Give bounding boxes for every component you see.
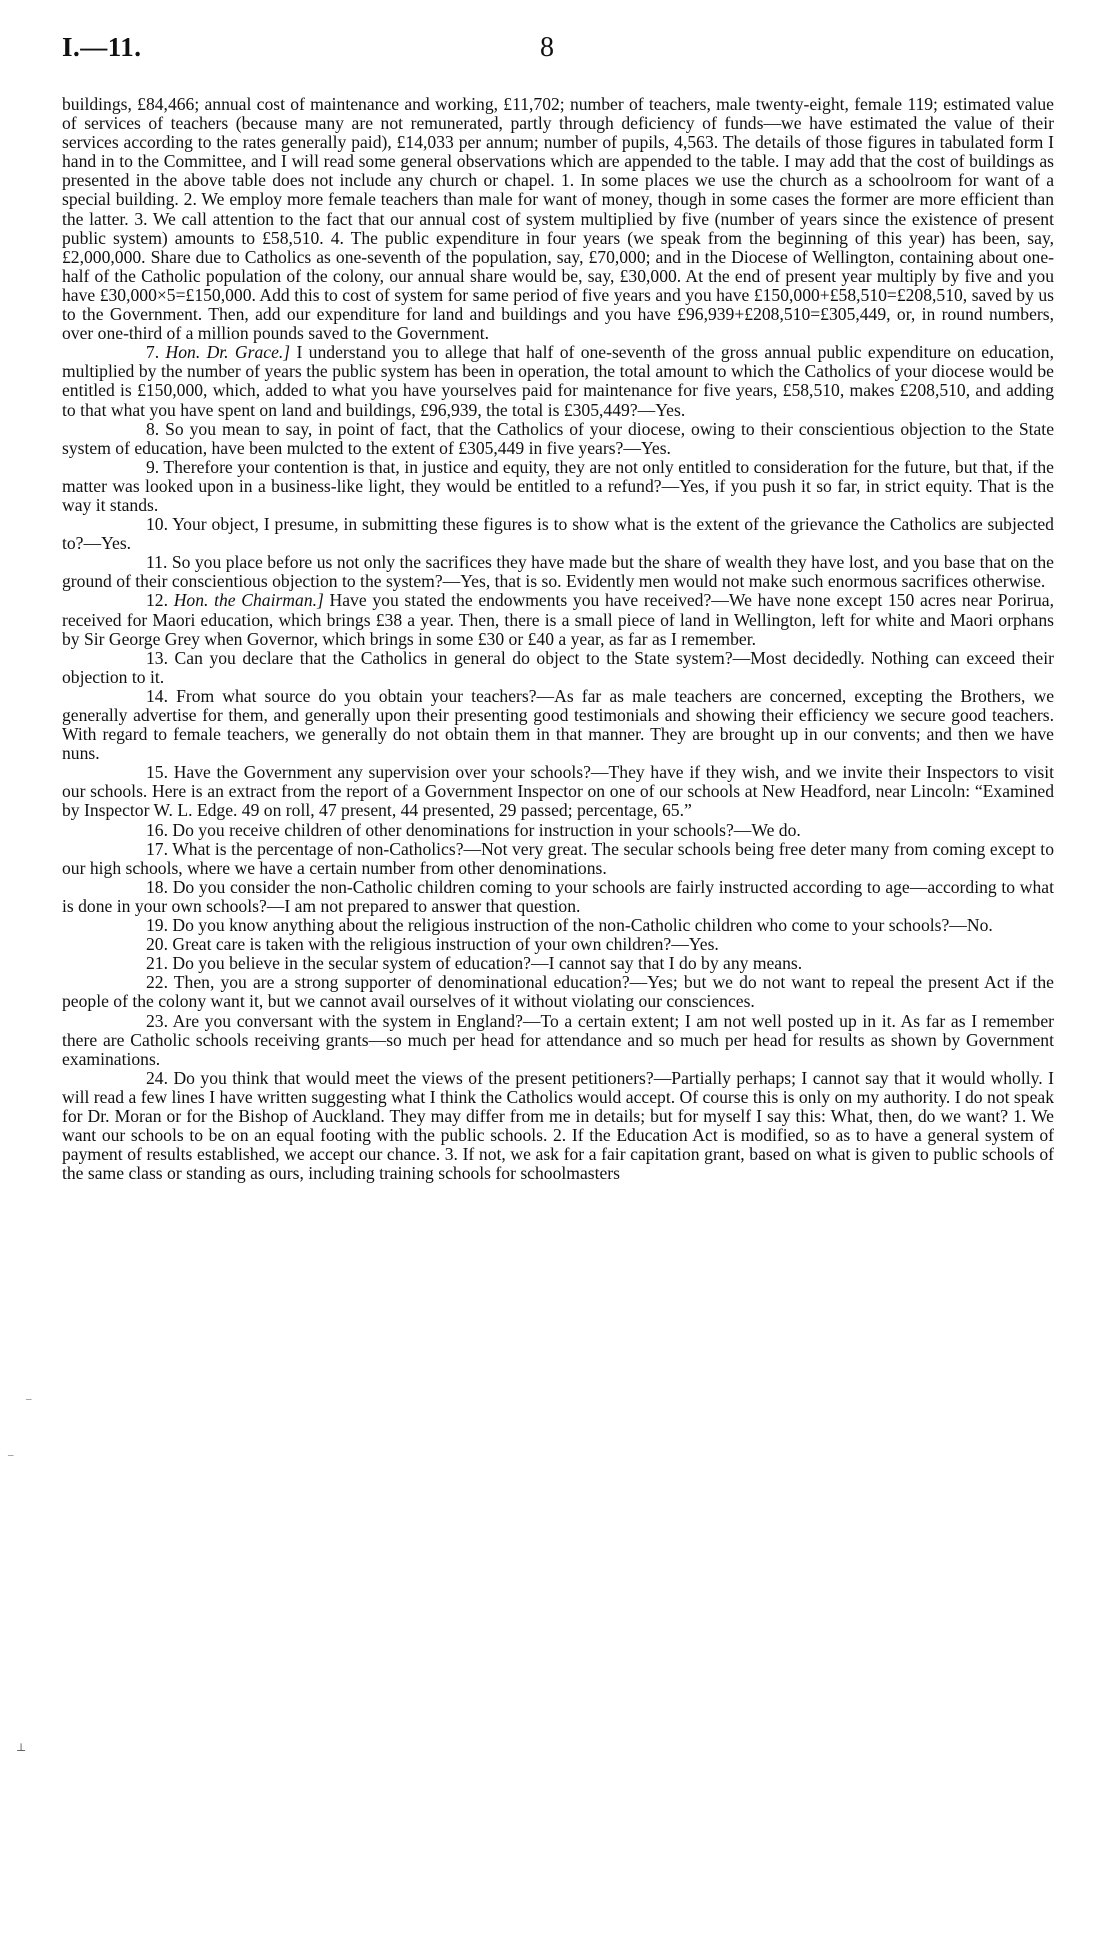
margin-mark: – bbox=[8, 1449, 14, 1461]
qa-text: Have you stated the endowments you have received?—We have none except 150 acres near Porirua, received for Maori education, which brings £38 a year. Then, there is a small piece of land in Wellington, left for white and Maori orphans by Sir George Grey when Governor, which brings in some £30 or £40 a year, as far as I remember. bbox=[62, 590, 1054, 649]
qa-paragraph bbox=[62, 878, 1054, 916]
qa-paragraph bbox=[62, 954, 1054, 973]
qa-paragraph bbox=[62, 935, 1054, 954]
qa-paragraph bbox=[62, 553, 1054, 591]
intro-paragraph: buildings, £84,466; annual cost of maintenance and working, £11,702; number of teachers, male twenty-eight, female 119; estimated value of services of teachers (because many are not remunerated, partly through deficiency of funds—we have estimated the value of their services according to the rates generally paid), £14,033 per annum; number of pupils, 4,563. The details of those figures in tabulated form I hand in to the Committee, and I will read some general observations which are appended to the table. I may add that the cost of buildings as presented in the above table does not include any church or chapel. 1. In some places we use the church as a schoolroom for want of a special building. 2. We employ more female teachers than male for want of money, though in some cases the former are more efficient than the latter. 3. We call attention to the fact that our annual cost of system multiplied by five (number of years since the existence of present public system) amounts to £58,510. 4. The public expenditure in four years (we speak from the beginning of this year) has been, say, £2,000,000. Share due to Catholics as one-seventh of the population, say, £70,000; and in the Diocese of Wellington, containing about one-half of the Catholic population of the colony, our annual share would be, say, £30,000. At the end of present year multiply by five and you have £30,000×5=£150,000. Add this to cost of system for same period of five years and you have £150,000+£58,510=£208,510, saved by us to the Government. Then, add our expenditure for land and buildings and you have £96,939+£208,510=£305,449, or, in round numbers, over one-third of a million pounds saved to the Government. bbox=[62, 94, 1054, 344]
qa-paragraph bbox=[62, 1069, 1054, 1184]
question-number: 10. bbox=[146, 514, 173, 535]
question-number: 20. bbox=[146, 934, 173, 955]
question-number: 22. bbox=[146, 972, 174, 993]
qa-text: Have the Government any supervision over your schools?—They have if they wish, and we invite their Inspectors to visit our schools. Here is an extract from the report of a Government Inspector on one of our schools at New Headford, near Lincoln: “Examined by Inspector W. L. Edge. 49 on roll, 47 present, 44 presented, 29 passed; percentage, 65.” bbox=[62, 762, 1055, 821]
question-number: 9. bbox=[146, 456, 164, 477]
qa-text: Therefore your contention is that, in justice and equity, they are not only entitled to consideration for the future, but that, if the matter was looked upon in a business-like light, they would be entitled to a refund?—Yes, if you push it so far, in strict equity. That is the way it stands. bbox=[62, 456, 1054, 515]
question-number: 7. bbox=[146, 342, 166, 363]
qa-text: Can you declare that the Catholics in general do object to the State system?—Most decidedly. Nothing can exceed their objection to it. bbox=[62, 647, 1054, 687]
qa-paragraph bbox=[62, 515, 1054, 553]
qa-paragraph bbox=[62, 458, 1054, 515]
qa-paragraph bbox=[62, 1012, 1054, 1069]
qa-text: What is the percentage of non-Catholics?—Not very great. The secular schools being free deter many from coming except to our high schools, where we have a certain number from other denominations. bbox=[62, 838, 1054, 878]
page-number: 8 bbox=[540, 32, 554, 63]
qa-text: Do you consider the non-Catholic children coming to your schools are fairly instructed according to age—according to what is done in your own schools?—I am not prepared to answer that question. bbox=[62, 876, 1054, 916]
margin-mark: ⊥ bbox=[16, 1742, 27, 1754]
qa-paragraph bbox=[62, 821, 1054, 840]
speaker-name: Hon. the Chairman.] bbox=[173, 590, 324, 611]
qa-paragraph bbox=[62, 973, 1054, 1011]
qa-paragraph bbox=[62, 343, 1054, 419]
qa-paragraph bbox=[62, 763, 1054, 820]
qa-text: So you mean to say, in point of fact, that the Catholics of your diocese, owing to their conscientious objection to the State system of education, have been mulcted to the extent of £305,449 in five years?—Yes. bbox=[62, 418, 1055, 458]
question-number: 23. bbox=[146, 1010, 173, 1031]
question-number: 18. bbox=[146, 876, 173, 897]
question-number: 16. bbox=[146, 819, 173, 840]
question-number: 14. bbox=[146, 685, 177, 706]
question-number: 12. bbox=[146, 590, 174, 611]
qa-paragraph bbox=[62, 916, 1054, 935]
margin-mark: – bbox=[26, 1393, 32, 1405]
qa-paragraph bbox=[62, 649, 1054, 687]
qa-text: I understand you to allege that half of one-seventh of the gross annual public expenditure on education, multiplied by the number of years the public system has been in operation, the total amount to which the Catholics of your diocese would be entitled is £150,000, which, added to what you have yourselves paid for maintenance for five years, £58,510, makes £208,510, and adding to that what you have spent on land and buildings, £96,939, the total is £305,449?—Yes. bbox=[62, 342, 1055, 420]
document-id: I.—11. bbox=[62, 32, 142, 62]
question-number: 15. bbox=[146, 762, 174, 783]
qa-text: Do you receive children of other denominations for instruction in your schools?—We do. bbox=[172, 819, 801, 840]
question-number: 11. bbox=[146, 552, 172, 573]
body-text bbox=[62, 95, 1054, 1183]
qa-text: Do you think that would meet the views of the present petitioners?—Partially perhaps; I cannot say that it would wholly. I will read a few lines I have written suggesting what I think the Catholics would accept. Of course this is only on my authority. I do not speak for Dr. Moran or for the Bishop of Auckland. They may differ from me in details; but for myself I say this: What, then, do we want? 1. We want our schools to be on an equal footing with the public schools. 2. If the Education Act is modified, so as to have a general system of payment of results established, we accept our chance. 3. If not, we ask for a fair capitation grant, based on what is given to public schools of the same class or standing as ours, including training schools for schoolmasters bbox=[62, 1067, 1054, 1184]
qa-paragraph bbox=[62, 420, 1054, 458]
qa-paragraph bbox=[62, 591, 1054, 648]
qa-paragraph bbox=[62, 840, 1054, 878]
qa-paragraph bbox=[62, 687, 1054, 763]
qa-text: Then, you are a strong supporter of denominational education?—Yes; but we do not want to repeal the present Act if the people of the colony want it, but we cannot avail ourselves of it without violating our consciences. bbox=[62, 972, 1054, 1012]
speaker-name: Hon. Dr. Grace.] bbox=[165, 342, 291, 363]
qa-text: So you place before us not only the sacrifices they have made but the share of wealth they have lost, and you base that on the ground of their conscientious objection to the system?—Yes, that is so. Evidently men would not make such enormous sacrifices otherwise. bbox=[62, 552, 1054, 592]
qa-text: From what source do you obtain your teachers?—As far as male teachers are concerned, excepting the Brothers, we generally advertise for them, and generally upon their presenting good testimonials and showing their efficiency we secure good teachers. With regard to female teachers, we generally do not obtain them in that manner. They are brought up in our convents; and then we have nuns. bbox=[62, 685, 1054, 764]
page-header bbox=[62, 32, 1052, 72]
question-number: 13. bbox=[146, 647, 175, 668]
qa-text: Do you know anything about the religious instruction of the non-Catholic children who come to your schools?—No. bbox=[172, 915, 993, 936]
qa-text: Are you conversant with the system in England?—To a certain extent; I am not well posted up in it. As far as I remember there are Catholic schools receiving grants—so much per head for attendance and so much per head for results as shown by Government examinations. bbox=[62, 1010, 1055, 1069]
qa-text: Great care is taken with the religious instruction of your own children?—Yes. bbox=[172, 934, 719, 955]
question-number: 24. bbox=[146, 1067, 174, 1088]
question-number: 17. bbox=[146, 838, 173, 859]
question-number: 19. bbox=[146, 915, 173, 936]
qa-list bbox=[62, 343, 1054, 1183]
qa-text: Do you believe in the secular system of education?—I cannot say that I do by any means. bbox=[172, 953, 803, 974]
question-number: 8. bbox=[146, 418, 166, 439]
question-number: 21. bbox=[146, 953, 173, 974]
qa-text: Your object, I presume, in submitting these figures is to show what is the extent of the grievance the Catholics are subjected to?—Yes. bbox=[62, 514, 1054, 554]
